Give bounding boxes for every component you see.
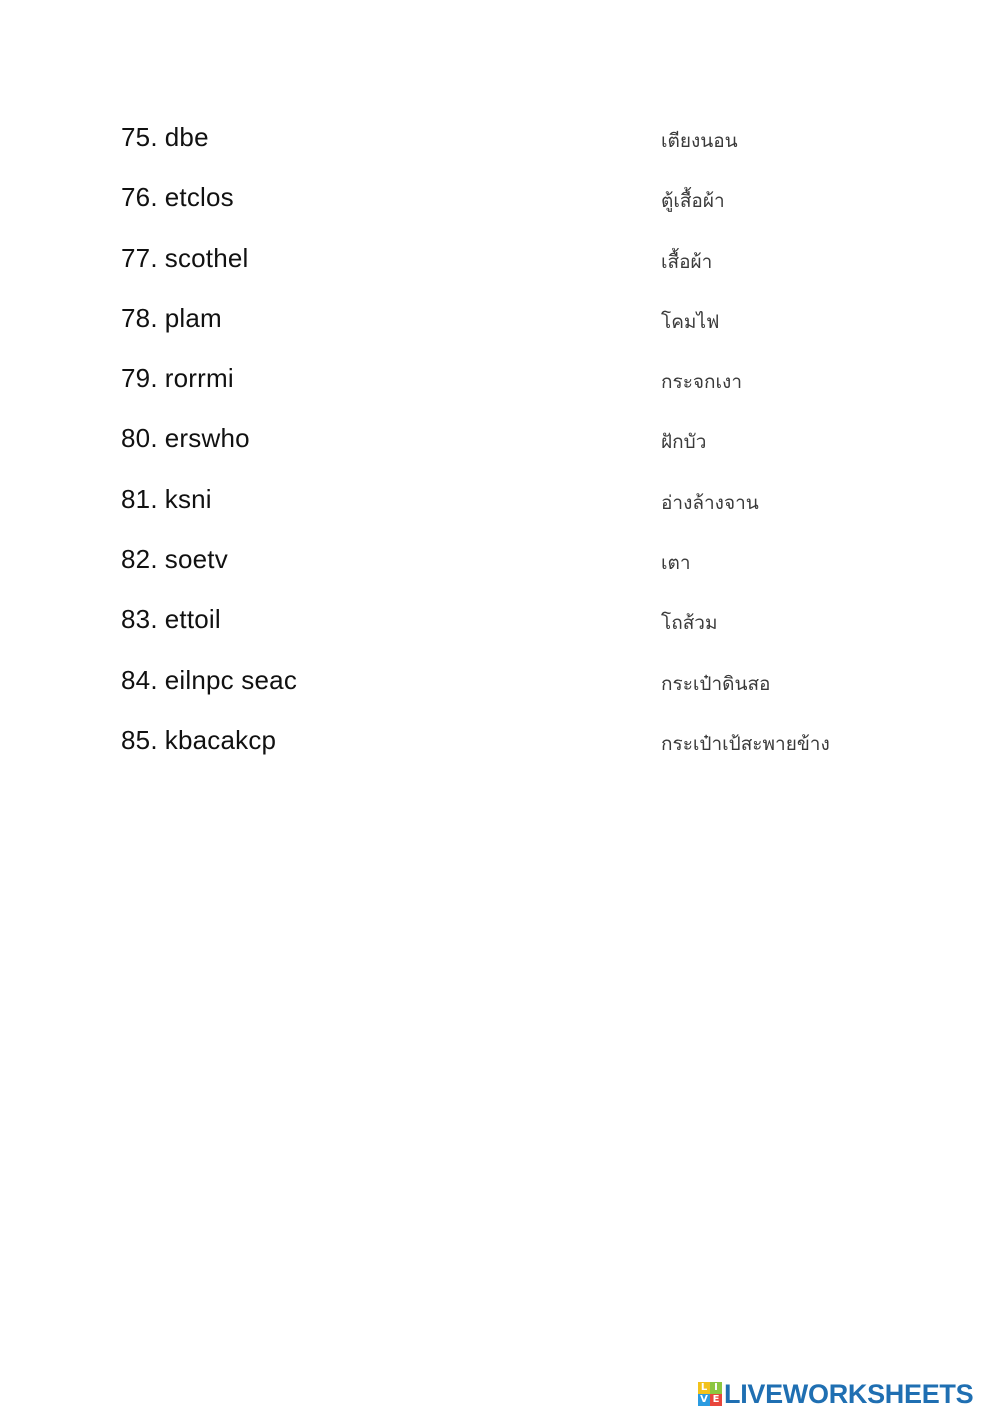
answer-text: กระเป๋าดินสอ [661, 672, 771, 695]
item-number: 84. [121, 664, 158, 695]
scrambled-word [121, 243, 249, 274]
answer-field[interactable] [661, 124, 876, 158]
item-word: dbe [164, 122, 209, 152]
scrambled-word [121, 604, 221, 635]
list-item [121, 661, 881, 721]
answer-text: เตียงนอน [661, 130, 738, 152]
answer-text: ตู้เสื้อผ้า [661, 190, 725, 213]
liveworksheets-brand [698, 1378, 973, 1410]
item-word: ksni [164, 483, 212, 514]
list-item [121, 239, 881, 299]
scrambled-word [121, 544, 228, 575]
list-item [121, 721, 881, 781]
scrambled-word [121, 363, 234, 394]
item-word: kbacakcp [164, 724, 277, 755]
list-item [121, 299, 881, 359]
item-number: 83. [121, 604, 158, 635]
list-item [121, 178, 881, 238]
answer-field[interactable] [661, 486, 876, 520]
item-word: erswho [164, 423, 250, 454]
brand-name: LIVEWORKSHEETS [724, 1378, 974, 1409]
scrambled-word [121, 182, 234, 213]
list-item [121, 359, 881, 419]
answer-field[interactable] [661, 305, 876, 339]
item-number: 81. [121, 483, 158, 514]
item-number: 76. [121, 182, 158, 213]
item-number: 79. [121, 363, 158, 394]
answer-text: ฝักบัว [661, 431, 707, 454]
scrambled-word [121, 484, 212, 515]
item-number: 85. [121, 724, 158, 755]
logo-cell: V [698, 1394, 710, 1406]
scrambled-word [121, 725, 276, 756]
answer-text: กระเป๋าเป้สะพายข้าง [661, 732, 830, 755]
scrambled-word [121, 122, 209, 153]
vocabulary-list [121, 118, 881, 781]
list-item [121, 540, 881, 600]
answer-field[interactable] [661, 727, 876, 761]
item-word: ettoil [164, 604, 221, 635]
answer-field[interactable] [661, 606, 876, 640]
list-item [121, 419, 881, 479]
item-number: 75. [121, 122, 158, 152]
item-word: plam [164, 302, 222, 333]
answer-text: โคมไฟ [661, 310, 720, 333]
answer-field[interactable] [661, 667, 876, 701]
item-number: 77. [121, 242, 158, 273]
list-item [121, 118, 881, 178]
item-word: scothel [164, 242, 249, 273]
answer-field[interactable] [661, 245, 876, 279]
answer-field[interactable] [661, 425, 876, 459]
list-item [121, 480, 881, 540]
item-word: etclos [164, 182, 234, 213]
item-number: 78. [121, 302, 158, 333]
item-word: rorrmi [164, 363, 234, 394]
answer-text: กระจกเงา [661, 371, 742, 394]
answer-text: เสื้อผ้า [661, 250, 713, 273]
item-number: 80. [121, 423, 158, 454]
item-word: soetv [164, 544, 228, 575]
scrambled-word [121, 665, 297, 696]
list-item [121, 600, 881, 660]
item-word: eilnpc seac [164, 664, 298, 695]
answer-text: อ่างล้างจาน [661, 491, 759, 514]
item-number: 82. [121, 544, 158, 575]
logo-cell: E [710, 1394, 722, 1406]
scrambled-word [121, 303, 222, 334]
logo-cell: L [698, 1382, 710, 1394]
answer-field[interactable] [661, 184, 876, 218]
answer-text: เตา [661, 552, 691, 575]
scrambled-word [121, 423, 250, 454]
answer-field[interactable] [661, 365, 876, 399]
answer-text: โถส้วม [661, 612, 718, 635]
logo-cell: I [710, 1382, 722, 1394]
liveworksheets-logo-icon [698, 1382, 722, 1406]
answer-field[interactable] [661, 546, 876, 580]
